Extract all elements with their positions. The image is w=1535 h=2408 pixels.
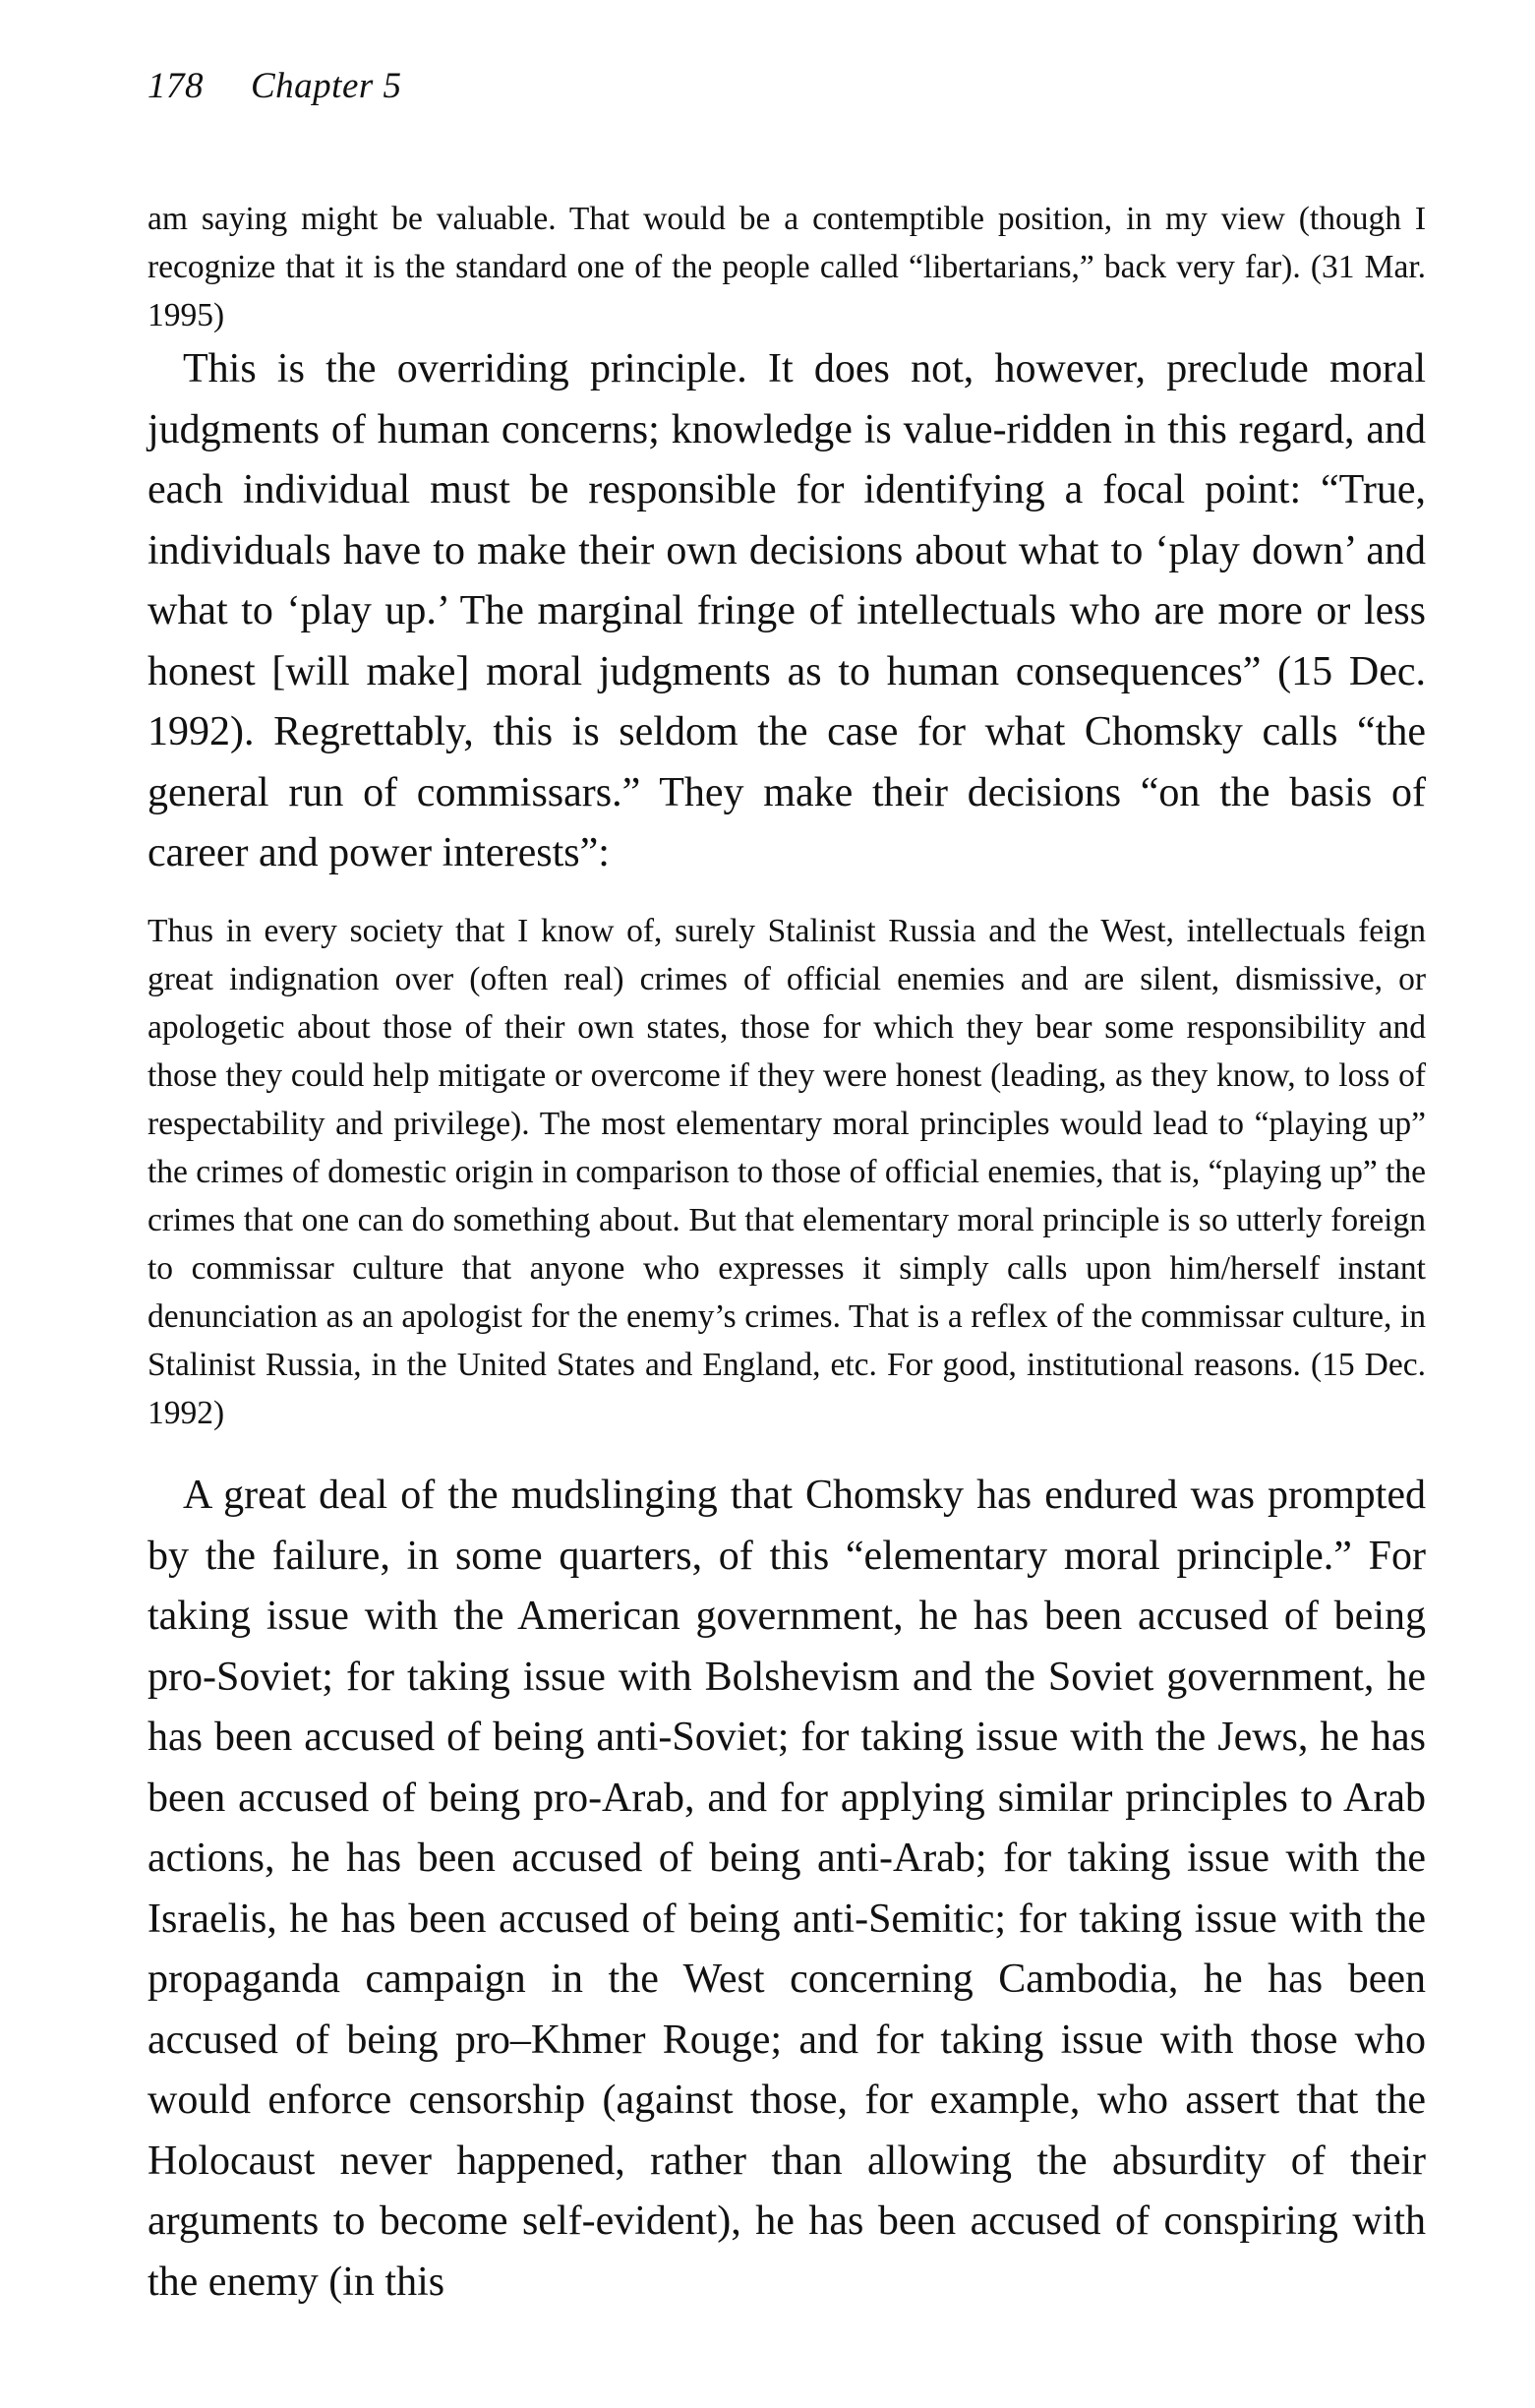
chapter-title: Chapter 5 <box>251 66 402 106</box>
body-paragraph-1: This is the overriding principle. It does not, however, preclude moral judgments of human concerns; knowledge is value-ridden in this regard, and each individual must be responsible for identifying a focal point: “True, individuals have to make their own decisions about what to ‘play down’ and what to ‘play up.’ The marginal fringe of intellectuals who are more or less honest [will make] moral judgments as to human consequences” (15 Dec. 1992). Regrettably, this is seldom the case for what Chomsky calls “the general run of commissars.” They make their decisions “on the basis of career and power interests”: <box>148 346 1426 875</box>
block-quote-1992: Thus in every society that I know of, surely Stalinist Russia and the West, intellectuals feign great indignation over (often real) crimes of official enemies and are silent, dismissive, or apologetic about those of their own states, those for which they bear some responsibility and those they could help mitigate or overcome if they were honest (leading, as they know, to loss of respectability and privilege). The most elementary moral principles would lead to “playing up” the crimes of domestic origin in comparison to those of official enemies, that is, “playing up” the crimes that one can do something about. But that elementary moral principle is so utterly foreign to commissar culture that anyone who expresses it simply calls upon him/herself instant denunciation as an apologist for the enemy’s crimes. That is a reflex of the commissar culture, in Stalinist Russia, in the United States and England, etc. For good, institutional reasons. (15 Dec. 1992) <box>148 913 1426 1431</box>
running-header <box>148 65 402 107</box>
body-paragraph-2: A great deal of the mudslinging that Chomsky has endured was prompted by the failure, in some quarters, of this “elementary moral principle.” For taking issue with the American government, he has been accused of being pro-Soviet; for taking issue with Bolshevism and the Soviet government, he has been accused of being anti-Soviet; for taking issue with the Jews, he has been accused of being pro-Arab, and for applying similar principles to Arab actions, he has been accused of being anti-Arab; for taking issue with the Israelis, he has been accused of being anti-Semitic; for taking issue with the propaganda campaign in the West concerning Cambodia, he has been accused of being pro–Khmer Rouge; and for taking issue with those who would enforce censorship (against those, for example, who assert that the Holocaust never happened, rather than allowing the absurdity of their arguments to become self-evident), he has been accused of conspiring with the enemy (in this <box>148 1473 1426 2305</box>
page-number: 178 <box>148 66 204 106</box>
block-quote-continued: am saying might be valuable. That would be a contemptible position, in my view (though I recognize that it is the standard one of the people called “libertarians,” back very far). (31 Mar. 1995) <box>148 201 1426 333</box>
